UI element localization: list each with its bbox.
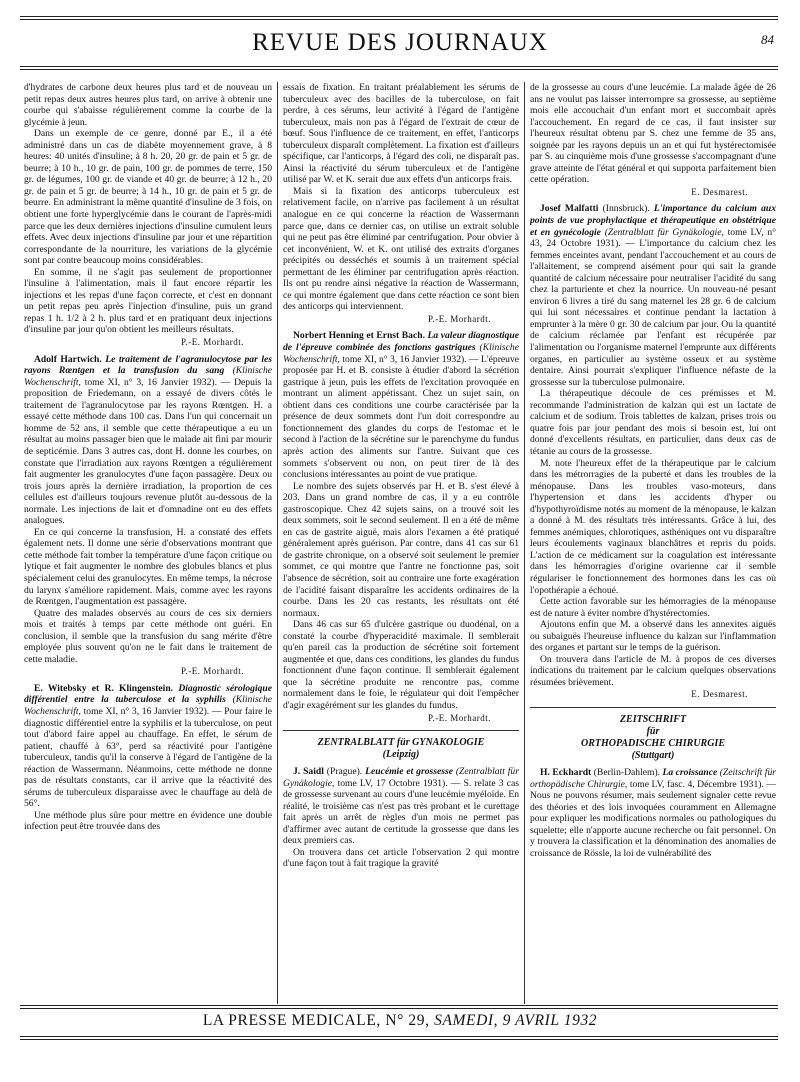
column-1 <box>24 82 272 1004</box>
paragraph: Le nombre des sujets observés par H. et B. s'est élevé à 203. Dans un grand nombre de cas, il y a eu contrôle gastroscopique. Chez 42 sujets sains, on a trouvé soit les deux sommets, soit le second seulement. Il en a été de même en cas de gastrite aiguë, mais alors l'examen a été pratiqué généralement après guérison. Par contre, dans 41 cas sur 61 de gastrite chronique, on a observé soit seulement le premier sommet, ce qui montre que l'antre ne fonctionne pas, soit l'absence de sécrétion, soit au contraire une forte exagération de l'acidité faisant disparaître les accidents ordinaires de la courbe. Dans les 20 cas restants, les résultats ont été normaux. <box>283 480 519 619</box>
top-rule <box>20 16 778 17</box>
article-body: tome XI, n° 3, 16 Janvier 1932). — Pour faire le diagnostic différentiel entre la syphilis et la tuberculose, on peut tout d'abord faire appel au chauffage. En effet, le sérum de patient, chauffé à 63°, perd sa réactivité pour l'antigène tuberculeux, tandis qu'il la conserve à l'égard de l'antigène de la réaction de Wassermann. Néanmoins, cette méthode ne donne pas de résultats constants, car il arrive que la réactivité des sérums de tuberculeux disparaisse avec le chauffage au delà de 56°. <box>24 705 272 810</box>
paragraph: Une méthode plus sûre pour mettre en évidence une double infection peut être trouvée dans des <box>24 809 272 833</box>
paragraph: Cette action favorable sur les hémorragies de la ménopause est de nature à éviter nombre d'hystérectomies. <box>530 596 776 619</box>
page-footer <box>0 1012 800 1030</box>
section-title: ZENTRALBLATT für GYNAKOLOGIE <box>317 737 485 749</box>
article-title: La croissance <box>662 766 718 778</box>
paragraph: essais de fixation. En traitant préalablement les sérums de tuberculeux avec des bacilles de la tuberculose, on fait perdre, à ces sérums, leur activité à l'égard de l'antigène tuberculeux, mais non pas à l'égard de l'extrait de cœur de bœuf. Sous l'influence de ce traitement, en effet, l'anticorps tuberculeux disparaît complètement. La fixation est d'ailleurs spécifique, car l'anticorps, à l'égard des coli, ne disparaît pas. Ainsi la réactivité du sérum tuberculeux et de l'antigène utilisé par W. et K. serait due aux effets d'un anticorps frais. <box>283 82 519 186</box>
paragraph: On trouvera dans cet article l'observation 2 qui montre d'une façon tout à fait tragique la gravité <box>283 846 519 870</box>
article-title: La valeur diagnostique de l'épreuve combinée des fonctions gastriques <box>283 330 519 354</box>
bottom-rule <box>20 1036 778 1037</box>
author-signature: P.-E. Morhardt. <box>428 313 491 324</box>
section-rule <box>283 730 519 731</box>
paragraph: Ajoutons enfin que M. a observé dans les annexites aiguës ou subaiguës l'heureuse influence du kalzan sur l'inflammation des organes et partant sur le temps de la guérison. <box>530 619 776 654</box>
paragraph: En ce qui concerne la transfusion, H. a constaté des effets également nets. Il donne une série d'observations montrant que cette méthode fait tomber la température d'une façon critique ou lytique et fait augmenter le nombre des globules blancs et plus spécialement celui des granulocytes. En même temps, la nécrose du larynx s'améliore rapidement. Mais, comme avec les rayons de Rœntgen, l'augmentation est passagère. <box>24 526 272 608</box>
paragraph: Quatre des malades observés au cours de ces six derniers mois et traités à temps par cette méthode ont guéri. En conclusion, il semble que la transfusion du sang mérite d'être employée plus souvent qu'on ne le fait dans le traitement de cette maladie. <box>24 607 272 665</box>
column-divider-1 <box>277 82 278 1004</box>
article-source: (Zeitschrift für orthopädische Chirurgie, <box>530 766 776 790</box>
article-author: H. Eckhardt <box>540 766 592 778</box>
article-malfatti <box>530 203 776 388</box>
footer-rule <box>20 1005 778 1006</box>
paragraph: d'hydrates de carbone deux heures plus tard et de nouveau un petit repas deux autres heures plus tard, on arrive à obtenir une courbe qui s'abaisse régulièrement comme la courbe de la glycémie à jeun. <box>24 82 272 128</box>
article-place: (Prague). <box>326 766 363 778</box>
section-place: (Leipzig) <box>382 749 420 761</box>
author-signature: P.-E. Morhardt. <box>181 666 244 677</box>
footer-rule-inner <box>20 1008 778 1009</box>
article-saidl <box>283 766 519 847</box>
article-author: J. Saidl <box>293 766 324 778</box>
header-rule <box>20 66 778 67</box>
author-signature: E. Desmarest. <box>691 689 748 700</box>
article-body: tome LV, n° 43, 24 Octobre 1931). — L'importance du calcium chez les femmes enceintes avant, pendant l'accouchement et au cours de l'allaitement, se comprend aisément pour qui sait la grande quantité de calcium nécessaire pour neutraliser l'acidité du sang chez la parturiente et chez la nourrice. Un nouveau-né pesant environ 6 livres a tiré du sang maternel les 28 gr. 6 de calcium qui lui sont nécessaires et continue pendant la lactation à emprunter à la mère 0 gr. 30 de calcium par jour. Ou la quantité de calcium réclamée par l'enfant est récupérée par l'alimentation ou l'organisme maternel l'emprunte aux différents organes, en particulier au système osseux et au système dentaire. Ainsi pourrait s'expliquer l'influence néfaste de la grossesse sur la tuberculose pulmonaire. <box>530 226 776 388</box>
article-body: tome XI, n° 3, 16 Janvier 1932). — Depuis la proposition de Friedemann, on a essayé de divers côtés le traitement de l'agranulocytose par les rayons Rœntgen. H. a essayé cette méthode dans 100 cas. Dans l'un qui concernait un homme de 52 ans, il semble que cette thérapeutique a eu un résultat au moins passager bien que le malade ait fini par mourir de septicémie. Dans 3 autres cas, dont H. donne les courbes, on constate que l'irradiation aux rayons Rœntgen a régulièrement fait augmenter les granulocytes d'une façon passagère. Deux ou trois jours après la dernière irradiation, la proportion de ces cellules est d'ailleurs toujours revenue plutôt au-dessous de la normale. Les injections de lait et d'omnadine ont eu des effets analogues. <box>24 376 272 527</box>
paragraph: En somme, il ne s'agit pas seulement de proportionner l'insuline à l'alimentation, mais il faut encore répartir les injections et les repas d'une façon correcte, et c'est en donnant un petit repas peu après l'injection d'insuline, puis un grand repas 1 h. 1/2 à 2 h. plus tard et en pratiquant deux injections d'insuline par jour qu'on obtient les meilleurs résultats. <box>24 266 272 336</box>
section-heading <box>283 737 519 761</box>
article-source: (Zentralblatt für Gynäkologie, <box>604 226 724 238</box>
article-place: (Innsbruck). <box>602 203 650 215</box>
article-source: (Klinische Wochenschrift, <box>283 342 519 365</box>
paragraph: de la grossesse au cours d'une leucémie. La malade âgée de 26 ans ne voulut pas laisser interrompre sa grossesse, au septième mois elle accouchait d'un enfant mort et succombait après l'accouchement. En regard de ce cas, il faut insister sur l'heureux résultat obtenu par S. chez une femme de 35 ans, soignée par les rayons depuis un an et qui fut hystérectomisée par S. au cinquième mois d'une grossesse s'accompagnant d'une grave atteinte de l'état général et qui supporta parfaitement bien cette opération. <box>530 82 776 186</box>
article-title: Leucémie et grossesse <box>365 766 453 778</box>
article-source: (Zentralblatt für Gynäkologie, <box>283 766 519 789</box>
paragraph: Mais si la fixation des anticorps tuberculeux est relativement facile, on n'arrive pas facilement à un résultat analogue en ce qui concerne la réaction de Wassermann parce que, dans ce dernier cas, on utilise un extrait soluble qui ne peut pas être éliminé par centrifugation. Pour obvier à cet inconvénient, W. et K. ont utilisé des extraits d'organes précipités ou desséchés et soumis à un traitement spécial permettant de les éliminer par centrifugation après réaction. Ils ont pu rendre ainsi négative la réaction de Wassermann, ce qui montre également que dans cette réaction ce sont bien des anticorps qui interviennent. <box>283 185 519 313</box>
article-body: tome LV, fasc. 4, Décembre 1931). — Nous ne pouvons résumer, mais seulement signaler cette revue des théories et des lois invoquées couramment en Allemagne pour expliquer les modifications normales ou pathologiques du squelette; elle n'apporte aucune recherche ou fait personnel. On y trouvera la classification et la dénomination des anomalies de croissance de Rössle, la loi de vulnérabilité des <box>530 778 776 859</box>
article-henning-bach <box>283 330 519 480</box>
article-title: L'importance du calcium aux points de vue prophylactique et thérapeutique en obstétrique et en gynécologie <box>530 203 776 238</box>
article-body: tome XI, n° 3, 16 Janvier 1932). — L'épreuve proposée par H. et B. consiste à étudier d'abord la sécrétion gastrique à jeun, puis les effets de l'excitation provoquée en montrant un aliment appétissant. Chez un sujet sain, on obtient dans ces conditions une courbe caractérisée par la présence de deux sommets dont l'un doit correspondre au fonctionnement des glandes du corps de l'estomac et le second à l'action de la sécrétine sur le parenchyme du fundus après action des aliments sur l'antre. Suivant que ces sommets s'observent ou non, on peut tirer de là des conclusions intéressantes au point de vue pratique. <box>283 353 519 481</box>
article-eckhardt <box>530 767 776 859</box>
section-rule <box>530 707 776 708</box>
article-author: Norbert Henning et Ernst Bach. <box>293 330 425 342</box>
article-hartwich <box>24 354 272 527</box>
article-witebsky <box>24 683 272 810</box>
article-author: Josef Malfatti <box>540 203 599 215</box>
article-title: Diagnostic sérologique différentiel entre la tuberculose et la syphilis <box>24 682 272 706</box>
author-signature: E. Desmarest. <box>691 186 748 197</box>
section-place: (Stuttgart) <box>631 749 675 761</box>
article-title: Le traitement de l'agranulocytose par les rayons Rœntgen et la transfusion du sang <box>24 353 272 377</box>
bottom-rule-inner <box>20 1039 778 1040</box>
column-divider-2 <box>524 82 525 1004</box>
page-number: 84 <box>761 32 774 47</box>
paragraph: Dans un exemple de ce genre, donné par E., il a été administré dans un cas de diabète moyennement grave, à 8 heures: 40 unités d'insuline; à 8 h. 20, 20 gr. de pain et 5 gr. de beurre; à 10 h., 10 gr. de pain, 100 gr. de pommes de terre, 150 gr. de légumes, 100 gr. de viande et 40 gr. de beurre; à 12 h., 20 gr. de pain et 5 gr. de beurre; à 14 h., 10 gr. de pain et 5 gr. de beurre. En administrant la même quantité d'insuline de 3 fois, on obtient une forte hyperglycémie dans le courant de l'après-midi parce que les deux dernières injections d'insuline cumulent leurs effets. Avec deux injections d'insuline par jour et une répartition correspondante de la nourriture, les variations de la glycémie sont par contre beaucoup moins considérables. <box>24 128 272 267</box>
column-3 <box>530 82 776 1004</box>
article-source: (Klinische Wochenschrift, <box>24 694 272 717</box>
header-rule-inner <box>20 69 778 70</box>
footer-issue: N° 29, <box>385 1012 430 1029</box>
footer-journal: LA PRESSE MEDICALE, <box>202 1012 381 1029</box>
column-2 <box>283 82 519 1004</box>
paragraph: On trouvera dans l'article de M. à propos de ces diverses indications du traitement par le calcium quelques observations résumées brièvement. <box>530 653 776 688</box>
author-signature: P.-E. Morhardt. <box>181 337 244 348</box>
page-header-title: REVUE DES JOURNAUX <box>252 29 548 56</box>
article-author: Adolf Hartwich. <box>34 353 102 365</box>
section-heading <box>530 714 776 762</box>
section-title: ORTHOPADISCHE CHIRURGIE <box>580 737 725 749</box>
footer-date: SAMEDI, 9 AVRIL 1932 <box>434 1012 598 1029</box>
article-body: tome LV, 17 Octobre 1931). — S. relate 3 cas de grossesse survenant au cours d'une leucémie myéloïde. En réalité, le troisième cas n'est pas très probant et le curettage fait après un arrêt de règles d'un mois ne permet pas d'affirmer avec autant de certitude la grossesse que dans les deux premiers cas. <box>283 777 519 847</box>
paragraph: La thérapeutique découle de ces prémisses et M. recommande l'administration de kalzan qui est un lactate de calcium et de sodium. Trois tablettes de kalzan, prises trois ou quatre fois par jour pendant des mois si besoin est, lui ont donné d'excellents résultats, en particulier, dans deux cas de tétanie au cours de la grossesse. <box>530 388 776 457</box>
article-place: (Berlin-Dahlem). <box>593 766 661 778</box>
paragraph: Dans 46 cas sur 65 d'ulcère gastrique ou duodénal, on a constaté la courbe d'hyperacidité maximale. Il semblerait qu'en pareil cas la production de sécrétine soit fortement augmentée et que, dans ces conditions, les glandes du fundus fonctionnent d'une façon continue. Il semblerait également que la sécrétine produite ne rencontre pas, comme normalement dans le foie, le régulateur qui doit l'empêcher d'agir exagérément sur les glandes du fundus. <box>283 619 519 711</box>
paragraph: M. note l'heureux effet de la thérapeutique par le calcium dans les métrorragies de la puberté et dans les troubles de la ménopause. Dans les troubles vaso-moteurs, dans l'hypertension et dans les accidents d'hyper ou d'hypothyroïdisme notés au moment de la ménopause, le kalzan a donné à M. des résultats très intéressants. Grâce à lui, des femmes anémiques, chlorotiques, asthéniques ont vu disparaître leurs écoulements vaginaux blanchâtres et repris du poids. L'action de ce médicament sur la coagulation est intéressante dans les hémorragies d'origine ovarienne car il semble régulariser le fonctionnement des hormones dans les cas où l'opothérapie a échoué. <box>530 457 776 596</box>
section-title: ZEITSCHRIFT <box>619 713 687 725</box>
author-signature: P.-E. Morhardt. <box>428 712 491 723</box>
article-source: (Klinische Wochenschrift, <box>24 365 272 388</box>
section-title: für <box>646 725 660 737</box>
top-rule-inner <box>20 19 778 20</box>
article-author: E. Witebsky et R. Klingenstein. <box>34 682 174 694</box>
